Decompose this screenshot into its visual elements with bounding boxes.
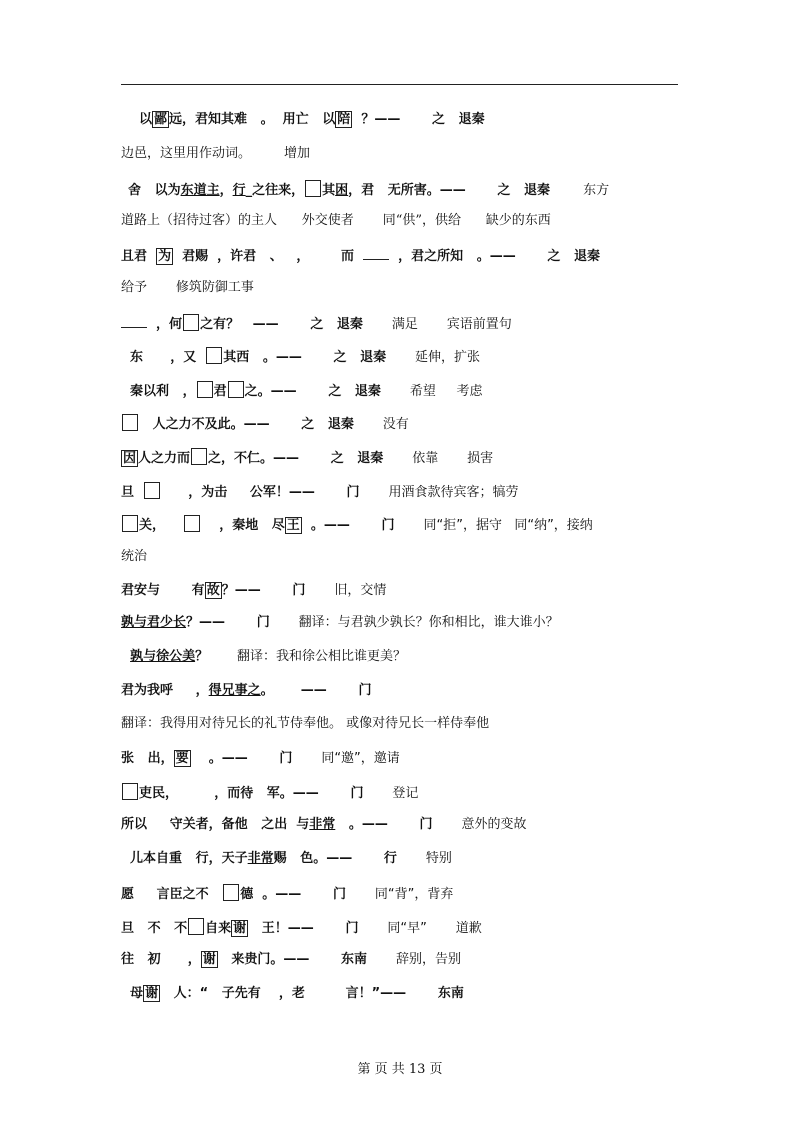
empty-box	[183, 314, 199, 331]
text-line: 以 鄙 远，君知其难 。 用亡 以 陪 ？—— 之 退秦	[139, 112, 485, 127]
text-line: 旦 不 不 自来 谢 王！—— 门 同“早” 道歉	[121, 918, 482, 937]
text-line: 愿 言臣之不 德 。—— 门 同“背”，背弃	[121, 884, 453, 903]
text-line: 人之力不及此。—— 之 退秦 没有	[121, 414, 409, 433]
text-line: ，何 之有？ —— 之 退秦 满足 宾语前置句	[121, 314, 512, 333]
boxed-char: 谢	[202, 952, 216, 967]
text-line: 张 出， 要 。—— 门 同“邀”，邀请	[121, 751, 400, 766]
text-line: 所以 守关者，备他 之出 与非常 。—— 门 意外的变故	[121, 817, 527, 832]
boxed-char: 为	[158, 249, 172, 264]
text-line: 孰与徐公美？ 翻译：我和徐公相比谁更美？	[130, 649, 407, 664]
empty-box	[188, 918, 204, 935]
empty-box	[197, 381, 213, 398]
text-line: 舍 以为东道主，行_之往来， 其困，君 无所害。—— 之 退秦 东方	[128, 180, 609, 199]
text-line: 东 ，又 其西 。—— 之 退秦 延伸，扩张	[121, 347, 480, 366]
text-line: 孰与君少长？—— 门 翻译：与君孰少孰长？你和相比，谁大谁小？	[121, 615, 559, 630]
fill-blank	[363, 247, 389, 260]
empty-box	[206, 347, 222, 364]
text-line: 且君 为 君赐 ，许君 、 ， 而 ，君之所知 。—— 之 退秦	[121, 249, 600, 264]
page-footer: 第 页 共 13 页	[357, 1062, 443, 1077]
fill-blank	[121, 315, 147, 328]
empty-box	[122, 414, 138, 431]
text-line: 给予 修筑防御工事	[121, 280, 254, 295]
empty-box	[122, 783, 138, 800]
text-line: 秦以利 ， 君 之。—— 之 退秦 希望 考虑	[121, 381, 483, 400]
empty-box	[191, 448, 207, 465]
text-line: 因 人之力而 之，不仁。—— 之 退秦 依靠 损害	[121, 448, 493, 467]
boxed-char: 鄙	[154, 112, 168, 127]
boxed-char: 谢	[233, 921, 247, 936]
text-line: 吏民， ，而待 军。—— 门 登记	[121, 783, 418, 802]
empty-box	[228, 381, 244, 398]
text-line: 旦 ，为击 公军！—— 门 用酒食款待宾客；犒劳	[121, 482, 518, 501]
text-line: 统治	[121, 549, 148, 564]
empty-box	[122, 515, 138, 532]
boxed-char: 故	[206, 583, 220, 598]
header-rule	[121, 84, 678, 85]
text-line: 翻译：我得用对待兄长的礼节侍奉他。 或像对待兄长一样侍奉他	[121, 716, 490, 731]
text-line: 母 谢 人：“ 子先有 ，老 言！”—— 东南	[121, 986, 464, 1001]
text-line: 儿本自重 行，天子非常赐 色。—— 行 特别	[121, 851, 452, 866]
boxed-char: 要	[175, 751, 189, 766]
text-line: 关， ，秦地 尽 王 。—— 门 同“拒”，据守 同“纳”，接纳	[121, 515, 593, 534]
empty-box	[144, 482, 160, 499]
text-line: 边邑，这里用作动词。 增加	[121, 146, 311, 161]
empty-box	[223, 884, 239, 901]
text-line: 道路上（招待过客）的主人 外交使者 同“供”，供给 缺少的东西	[121, 213, 551, 228]
boxed-char: 谢	[145, 986, 159, 1001]
boxed-char: 陪	[337, 112, 351, 127]
empty-box	[305, 180, 321, 197]
boxed-char: 王	[286, 518, 300, 533]
boxed-char: 因	[123, 451, 137, 466]
text-line: 往 初 ， 谢 来贵门。—— 东南 辞别，告别	[121, 952, 461, 967]
empty-box	[184, 515, 200, 532]
text-line: 君为我呼 ，得兄事之。 —— 门	[121, 683, 372, 698]
text-line: 君安与 有 故 ？—— 门 旧，交情	[121, 583, 387, 598]
